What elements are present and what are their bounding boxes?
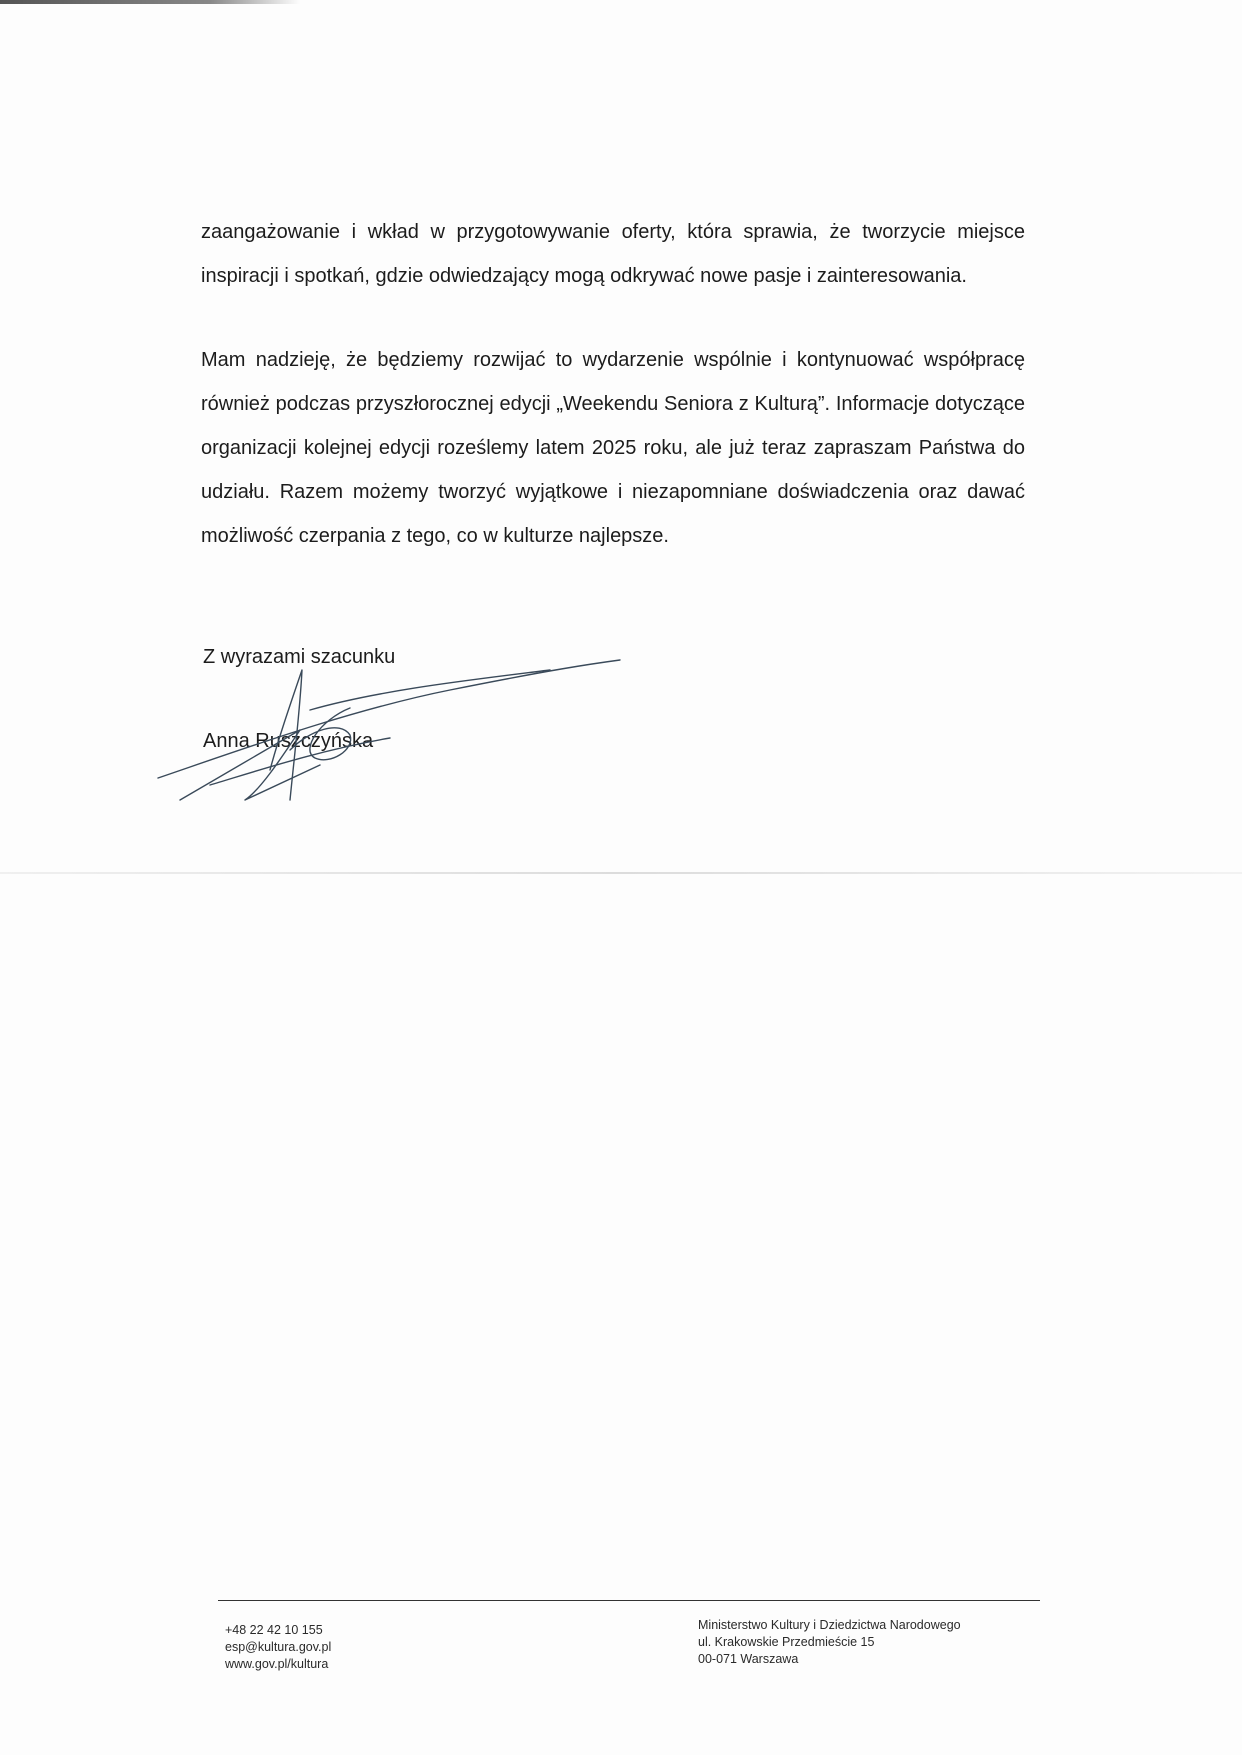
signer-name: Anna Ruszczyńska	[203, 730, 374, 752]
footer-city: 00-071 Warszawa	[698, 1652, 799, 1666]
footer-institution: Ministerstwo Kultury i Dziedzictwa Narodowego	[698, 1618, 961, 1632]
signature-stroke-a	[180, 730, 320, 800]
footer-address	[698, 1617, 961, 1668]
footer-contact	[225, 1622, 331, 1673]
signature-stroke-upper	[310, 670, 550, 710]
footer-phone: +48 22 42 10 155	[225, 1623, 323, 1637]
footer-website: www.gov.pl/kultura	[225, 1657, 329, 1671]
signature-icon	[150, 650, 630, 810]
paragraph-2: Mam nadzieję, że będziemy rozwijać to wydarzenie wspólnie i kontynuować współpracę również podczas przyszłorocznej edycji „Weekendu Seniora z Kulturą”. Informacje dotyczące organizacji kolejnej edycji roześlemy latem 2025 roku, ale już teraz zapraszam Państwa do udziału. Razem możemy tworzyć wyjątkowe i niezapomniane doświadczenia oraz dawać możliwość czerpania z tego, co w kulturze najlepsze.	[201, 349, 1025, 547]
letter-body	[201, 210, 1025, 558]
signature-stroke-cross	[210, 738, 390, 785]
signature-stroke-long	[158, 660, 620, 778]
closing-salutation: Z wyrazami szacunku	[203, 646, 396, 668]
scan-edge	[0, 0, 300, 4]
footer-divider	[218, 1600, 1040, 1601]
footer-street: ul. Krakowskie Przedmieście 15	[698, 1635, 875, 1649]
footer-email: esp@kultura.gov.pl	[225, 1640, 332, 1654]
paragraph-1: zaangażowanie i wkład w przygotowywanie oferty, która sprawia, że tworzycie miejsce inspiracji i spotkań, gdzie odwiedzający mogą odkrywać nowe pasje i zainteresowania.	[201, 221, 1025, 287]
paper-fold-line	[0, 872, 1242, 874]
